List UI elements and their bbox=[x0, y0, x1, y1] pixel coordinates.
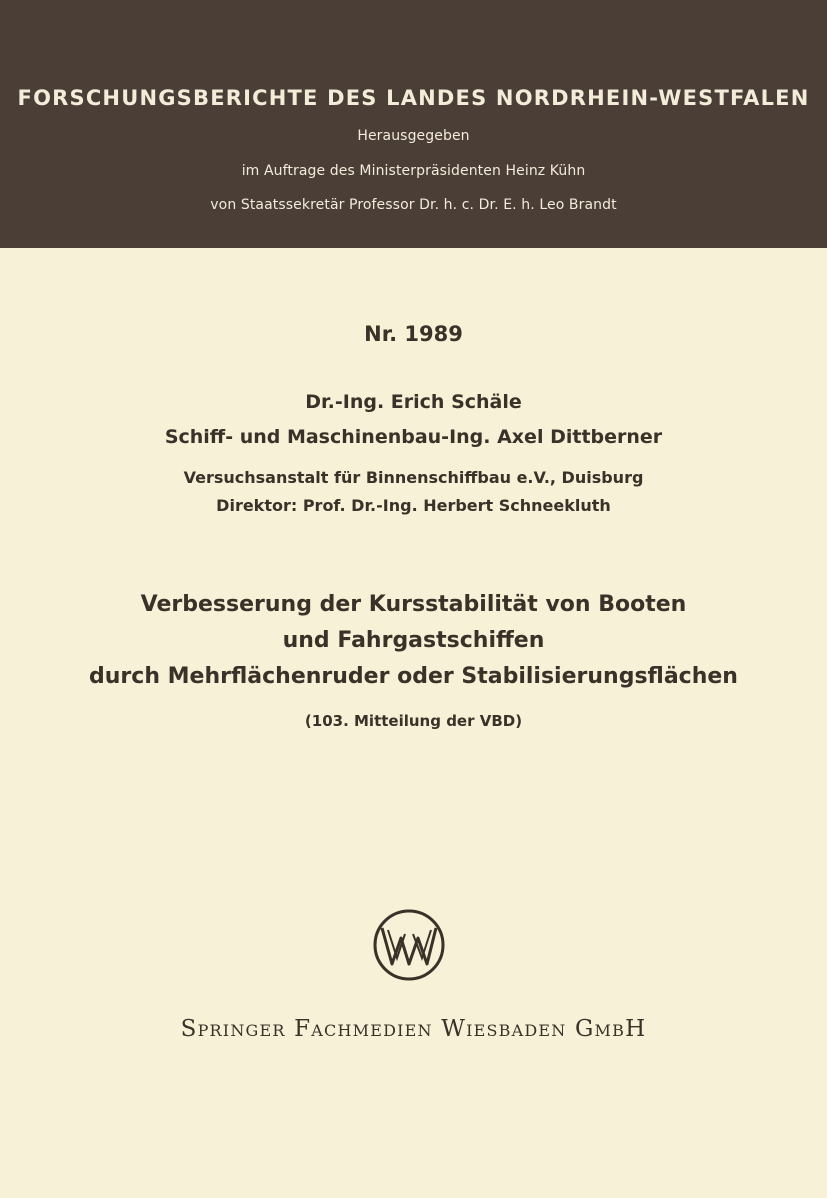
series-header-band bbox=[0, 0, 827, 248]
institution-line-1: Versuchsanstalt für Binnenschiffbau e.V., Duisburg bbox=[183, 468, 644, 487]
book-title-line-2: und Fahrgastschiffen bbox=[282, 628, 545, 653]
series-title: FORSCHUNGSBERICHTE DES LANDES NORDRHEIN-WESTFALEN bbox=[17, 86, 810, 110]
book-title-line-3: durch Mehrflächenruder oder Stabilisierungsflächen bbox=[89, 664, 738, 689]
report-number: Nr. 1989 bbox=[364, 322, 463, 346]
book-title-line-1: Verbesserung der Kursstabilität von Booten bbox=[140, 592, 687, 617]
publisher-name: Springer Fachmedien Wiesbaden GmbH bbox=[180, 1016, 647, 1042]
author-2: Schiff- und Maschinenbau-Ing. Axel Dittberner bbox=[164, 426, 663, 448]
book-subtitle: (103. Mitteilung der VBD) bbox=[304, 712, 523, 730]
author-1: Dr.-Ing. Erich Schäle bbox=[305, 391, 522, 413]
header-editor-line-3: von Staatssekretär Professor Dr. h. c. Dr. E. h. Leo Brandt bbox=[210, 197, 617, 213]
header-editor-line-2: im Auftrage des Ministerpräsidenten Heinz Kühn bbox=[241, 163, 586, 179]
institution-line-2: Direktor: Prof. Dr.-Ing. Herbert Schneekluth bbox=[216, 496, 611, 515]
publisher-logo-icon bbox=[372, 908, 446, 982]
header-editor-line-1: Herausgegeben bbox=[357, 128, 470, 144]
